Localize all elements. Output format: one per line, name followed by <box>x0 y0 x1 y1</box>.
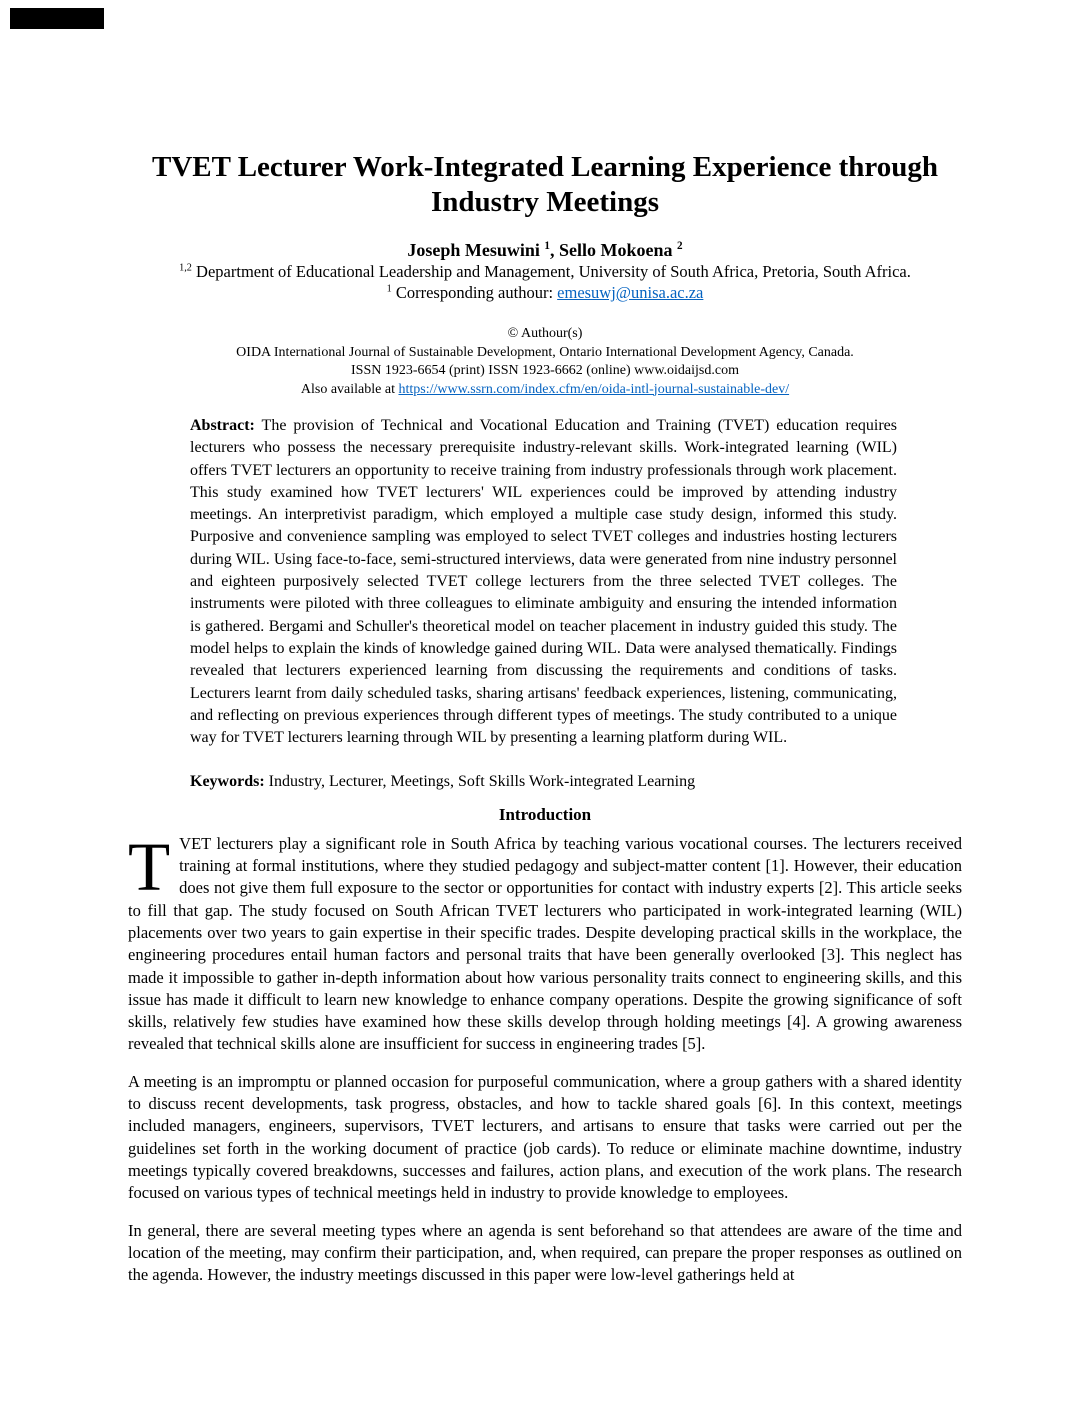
imprint-block <box>128 325 962 399</box>
introduction-paragraph-1 <box>128 828 962 1056</box>
issn-line: ISSN 1923-6654 (print) ISSN 1923-6662 (online) www.oidaijsd.com <box>351 363 739 378</box>
introduction-paragraph-3: In general, there are several meeting types where an agenda is sent beforehand so that attendees are aware of the time and location of the meeting, may confirm their participation, and, when required, can prepare the proper responses as outlined on the agenda. However, the industry meetings discussed in this paper were low-level gatherings held at <box>128 1220 962 1285</box>
title-line-1: TVET Lecturer Work-Integrated Learning Experience through <box>152 151 938 183</box>
author-1-superscript: 1 <box>544 240 550 252</box>
corresponding-author-line <box>128 282 962 303</box>
section-heading-introduction: Introduction <box>498 804 592 824</box>
ssrn-url-link[interactable]: https://www.ssrn.com/index.cfm/en/oida-intl-journal-sustainable-dev/ <box>398 381 790 397</box>
abstract-paragraph <box>190 415 897 749</box>
availability-line <box>128 381 962 400</box>
affiliation-superscript: 1,2 <box>179 262 192 274</box>
paper-page <box>128 0 962 1286</box>
availability-prefix: Also available at <box>300 381 399 397</box>
author-separator: , <box>550 240 559 260</box>
affiliation-line <box>128 261 962 282</box>
affiliation-text: Department of Educational Leadership and Management, University of South Africa, Pretoria, South Africa. <box>191 262 911 281</box>
keywords-label: Keywords: <box>190 773 265 791</box>
author-2-superscript: 2 <box>677 240 683 252</box>
copyright-line: © Authour(s) <box>507 326 583 341</box>
corresponding-email-link[interactable]: emesuwj@unisa.ac.za <box>557 283 704 302</box>
page-title <box>128 150 962 220</box>
paragraph-1-text: VET lecturers play a significant role in South Africa by teaching various vocational courses. The lecturers received training at formal institutions, where they studied pedagogy and subject-matter content [1]. However, their education does not give them full exposure to the sector or opportunities for contact with industry experts [2]. This article seeks to fill that gap. The study focused on South African TVET lecturers who participated in work-integrated learning (WIL) placements over two years to gain expertise in their specific trades. Despite developing practical skills in the workplace, the engineering procedures entail human factors and personal traits that have been generally overlooked [3]. This neglect has made it impossible to gather in-depth information about how various personality traits connect to engineering skills, and this issue has made it difficult to learn new knowledge to enhance company operations. Despite the growing significance of soft skills, relatively few studies have examined how these skills develop through holding meetings [4]. A growing awareness revealed that technical skills alone are insufficient for success in engineering trades [5]. <box>128 833 962 1054</box>
authors-line <box>128 239 962 261</box>
introduction-paragraph-2: A meeting is an impromptu or planned occasion for purposeful communication, where a group gathers with a shared identity to discuss recent developments, task progress, obstacles, and how to tackle shared goals [6]. In this context, meetings included managers, engineers, supervisors, TVET lecturers, and artisans to ensure that tasks were carried out per the guidelines set forth in the working document of practice (job cards). To reduce or eliminate machine downtime, industry meetings typically covered breakdowns, successes and failures, action plans, and execution of the work plans. The research focused on various types of technical meetings held in industry to provide knowledge to employees. <box>128 1071 962 1203</box>
redaction-bar <box>10 8 104 29</box>
title-line-2: Industry Meetings <box>431 186 659 218</box>
corresponding-superscript: 1 <box>386 283 392 295</box>
dropcap-letter: T <box>128 828 171 905</box>
abstract-label: Abstract: <box>190 417 255 434</box>
corresponding-label: Corresponding authour: <box>391 283 558 302</box>
keywords-line <box>190 771 897 793</box>
keywords-text: Industry, Lecturer, Meetings, Soft Skills Work-integrated Learning <box>264 773 696 791</box>
abstract-text: The provision of Technical and Vocational Education and Training (TVET) education requires lecturers who possess the necessary prerequisite industry-relevant skills. Work-integrated learning (WIL) offers TVET lecturers an opportunity to receive training from industry professionals through work placement. This study examined how TVET lecturers' WIL experiences could be improved by attending industry meetings. An interpretivist paradigm, which employed a multiple case study design, informed this study. Purposive and convenience sampling was employed to select TVET colleges and industries hosting lecturers during WIL. Using face-to-face, semi-structured interviews, data were generated from nine industry personnel and eighteen purposively selected TVET college lecturers from the three selected TVET colleges. The instruments were piloted with three colleagues to eliminate ambiguity and ensuring the intended information is gathered. Bergami and Schuller's theoretical model on teacher placement in industry guided this study. The model helps to explain the kinds of knowledge gained during WIL. Data were analysed thematically. Findings revealed that lecturers experienced learning from discussing the requirements and conditions of tasks. Lecturers learnt from daily scheduled tasks, sharing artisans' feedback experiences, listening, communicating, and reflecting on previous experiences through different types of meetings. The study contributed to a unique way for TVET lecturers learning through WIL by presenting a learning platform during WIL. <box>190 417 897 747</box>
author-1: Joseph Mesuwini <box>407 240 545 260</box>
journal-line: OIDA International Journal of Sustainable Development, Ontario International Development Agency, Canada. <box>236 344 854 360</box>
author-2: Sello Mokoena <box>559 240 678 260</box>
